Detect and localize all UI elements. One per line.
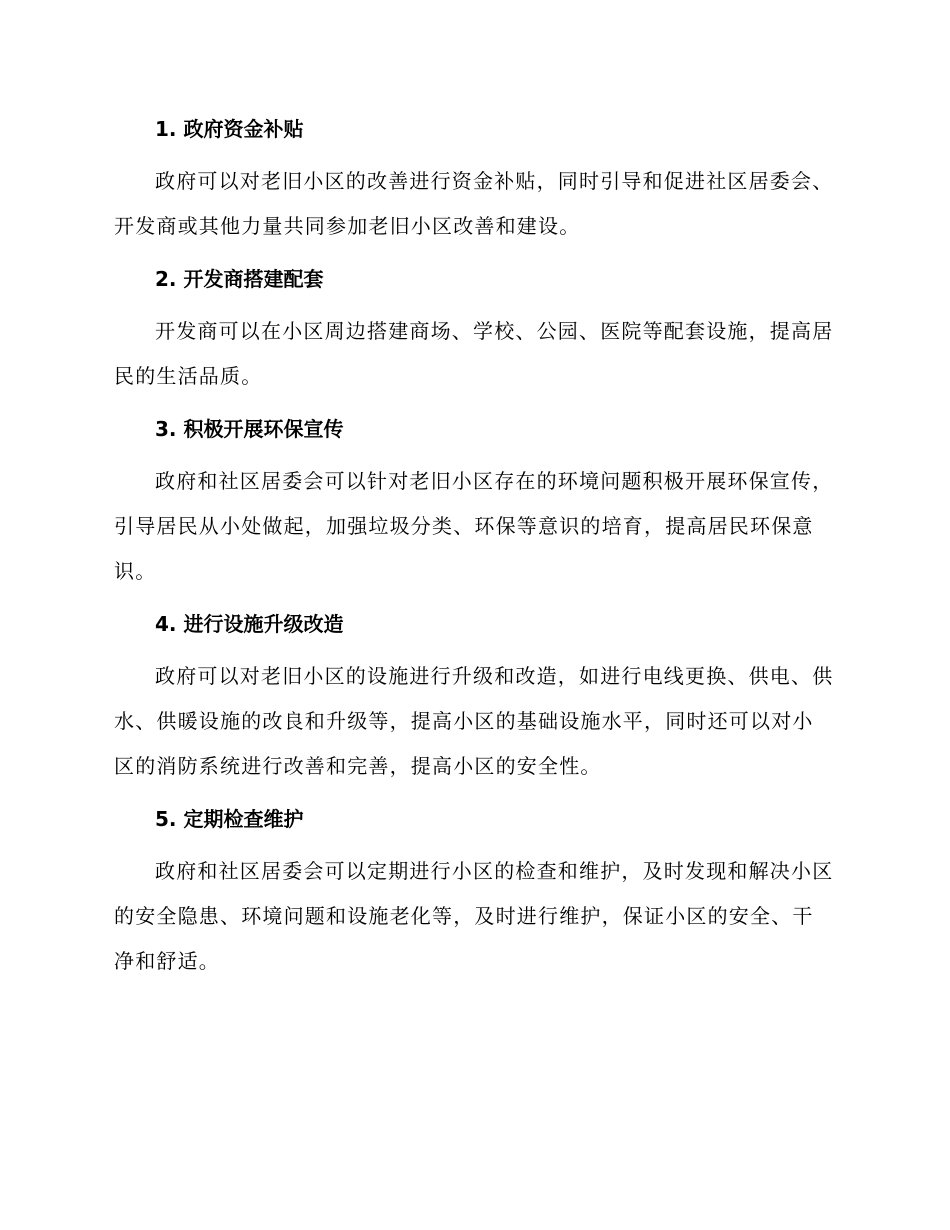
section-heading: 3. 积极开展环保宣传 [155,417,344,441]
section-heading: 1. 政府资金补贴 [155,117,304,141]
section-heading: 2. 开发商搭建配套 [155,267,324,291]
section-body: 政府可以对老旧小区的设施进行升级和改造，如进行电线更换、供电、供水、供暖设施的改良和升级等，提高小区的基础设施水平，同时还可以对小区的消防系统进行改善和完善，提高小区的安全性。 [114,664,834,778]
section-funding-subsidy [114,113,834,249]
section-facility-upgrade [114,608,834,789]
section-body: 开发商可以在小区周边搭建商场、学校、公园、医院等配套设施，提高居民的生活品质。 [114,319,834,388]
document-content [114,113,834,998]
section-heading: 4. 进行设施升级改造 [155,612,344,636]
section-environmental-promotion [114,413,834,594]
section-body: 政府和社区居委会可以定期进行小区的检查和维护，及时发现和解决小区的安全隐患、环境问题和设施老化等，及时进行维护，保证小区的安全、干净和舒适。 [114,859,834,973]
section-developer-facilities [114,263,834,399]
section-regular-maintenance [114,803,834,984]
section-body: 政府可以对老旧小区的改善进行资金补贴，同时引导和促进社区居委会、开发商或其他力量共同参加老旧小区改善和建设。 [114,169,834,238]
section-heading: 5. 定期检查维护 [155,807,304,831]
section-body: 政府和社区居委会可以针对老旧小区存在的环境问题积极开展环保宣传，引导居民从小处做起，加强垃圾分类、环保等意识的培育，提高居民环保意识。 [114,469,834,583]
